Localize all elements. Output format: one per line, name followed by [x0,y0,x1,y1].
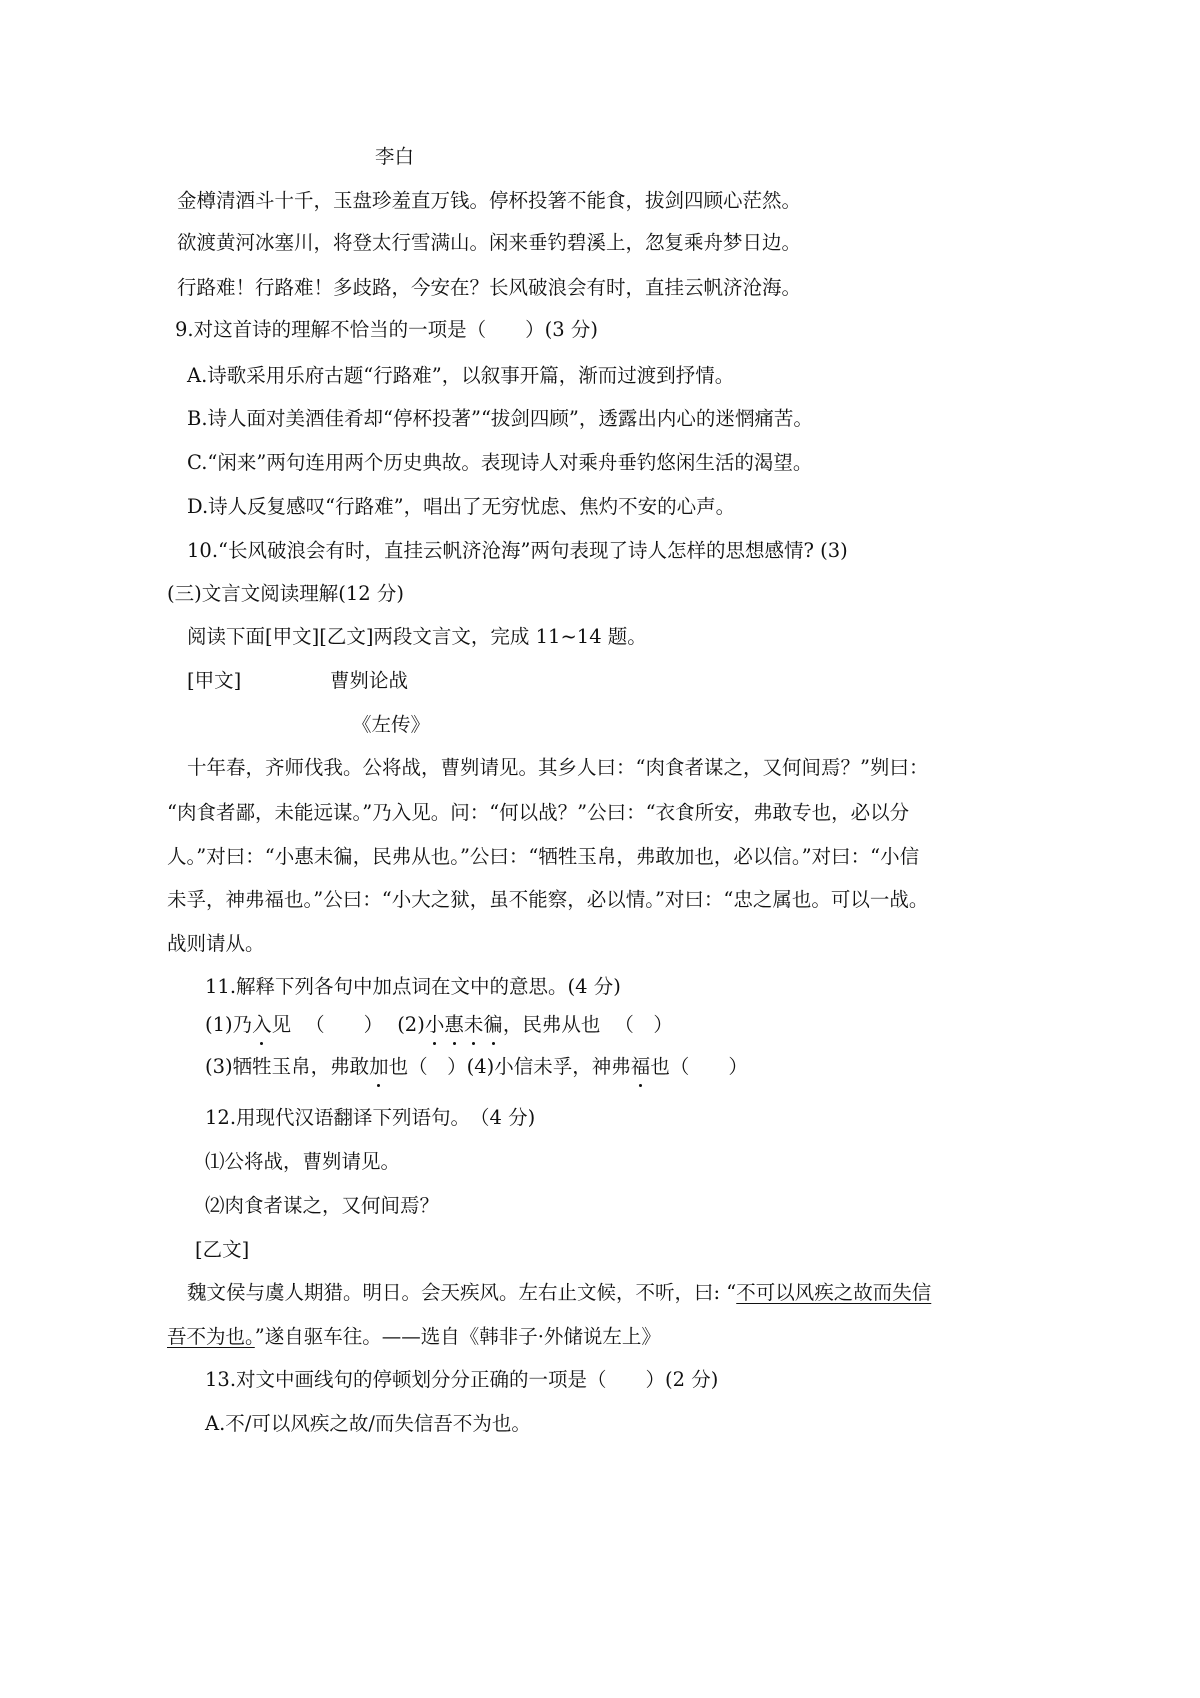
q12-item-2: ⑵肉食者谋之，又何间焉？ [205,1194,440,1217]
q13-option-a: A.不/可以风疾之故/而失信吾不为也。 [205,1412,531,1435]
q11-item2-dotted-char: 未 [463,1013,484,1036]
yi-line-1 [187,1279,931,1307]
jia-line-2: “肉食者鄙，未能远谋。”乃入见。问：“何以战？”公曰：“衣食所安，弗敢专也，必以分 [167,801,910,824]
q10-stem: 10.“长风破浪会有时，直挂云帆济沧海”两句表现了诗人怎样的思想感情? (3) [187,539,848,562]
q11-item1-number: (1) [205,1013,233,1036]
section3-instruction: 阅读下面[甲文][乙文]两段文言文，完成 11~14 题。 [187,625,647,648]
q9-option-c: C.“闲来”两句连用两个历史典故。表现诗人对乘舟垂钓悠闲生活的渴望。 [187,451,813,474]
q11-item4-dotted-char: 福 [630,1055,651,1078]
jia-line-4: 未孚，神弗福也。”公曰：“小大之狱，虽不能察，必以情。”对曰：“忠之属也。可以一战。 [167,888,929,911]
poem-line-3: 行路难！行路难！多歧路，今安在？长风破浪会有时，直挂云帆济沧海。 [177,276,802,299]
q11-item3-text: (3)牺牲玉帛，弗敢 [205,1055,370,1078]
q11-item4-text: (4)小信未孚，神弗 [466,1055,631,1078]
q11-item3-blank: （ ） [408,1055,467,1078]
q11-item1-char: 见 [271,1013,292,1036]
section3-heading: (三)文言文阅读理解(12 分) [167,582,404,605]
jia-title: 曹刿论战 [330,669,409,692]
q11-item3-text: 也 [388,1055,409,1078]
poem-line-2: 欲渡黄河冰塞川，将登太行雪满山。闲来垂钓碧溪上，忽复乘舟梦日边。 [177,231,802,254]
q11-item1-dotted-char: 入 [252,1013,272,1036]
q9-option-b: B.诗人面对美酒佳肴却“停杯投著”“拔剑四顾”，透露出内心的迷惘痛苦。 [187,407,813,430]
yi-line-2 [167,1323,661,1351]
jia-line-3: 人。”对曰：“小惠未徧，民弗从也。”公曰：“牺牲玉帛，弗敢加也，必以信。”对曰：“小信 [167,845,920,868]
q11-item1-char: 乃 [232,1013,253,1036]
q11-item3-dotted-char: 加 [369,1055,389,1078]
q12-item-1: ⑴公将战，曹刿请见。 [205,1150,401,1173]
jia-line-5: 战则请从。 [167,932,265,955]
q9-option-d: D.诗人反复感叹“行路难”，唱出了无穷忧虑、焦灼不安的心声。 [187,495,736,518]
q12-stem: 12.用现代汉语翻译下列语句。 （4 分) [205,1106,536,1129]
q11-item2-text: ，民弗从也 [502,1013,601,1036]
q9-stem: 9.对这首诗的理解不恰当的一项是（ ）(3 分) [175,318,598,341]
yi-text: 魏文侯与虞人期猎。明日。会天疾风。左右止文候，不听，曰: “ [187,1281,737,1304]
q11-item2-dotted-char: 小 [424,1013,445,1036]
poem-author: 李白 [375,145,415,168]
yi-label: [乙文] [195,1238,250,1261]
q11-row-2 [205,1053,748,1081]
q11-item4-text: 也 [650,1055,670,1078]
q11-item2-dotted-char: 惠 [444,1013,464,1036]
yi-underlined-sentence: 不可以风疾之故而失信 [736,1281,932,1304]
jia-label: [甲文] [187,669,242,692]
q11-item2-blank: （ ） [614,1013,673,1036]
q13-stem: 13.对文中画线句的停顿划分分正确的一项是（ ）(2 分) [205,1368,719,1391]
q9-option-a: A.诗歌采用乐府古题“行路难”，以叙事开篇，渐而过渡到抒情。 [187,364,735,387]
q11-item4-blank: （ ） [669,1055,748,1078]
yi-underlined-sentence: 吾不为也。 [167,1325,255,1348]
q11-item2-dotted-char: 徧 [483,1013,503,1036]
q11-stem: 11.解释下列各句中加点词在文中的意思。(4 分) [205,975,621,998]
q11-item2-number: (2) [397,1013,425,1036]
jia-source: 《左传》 [352,713,431,736]
q11-row-1 [205,1011,673,1039]
jia-line-1: 十年春，齐师伐我。公将战，曹刿请见。其乡人曰：“肉食者谋之，又何间焉？”刿曰： [187,756,929,779]
q11-item1-blank: （ ） [305,1013,384,1036]
poem-line-1: 金樽清酒斗十千，玉盘珍羞直万钱。停杯投箸不能食，拔剑四顾心茫然。 [177,189,802,212]
yi-text: ”遂自驱车往。——选自《韩非子·外储说左上》 [254,1325,661,1348]
